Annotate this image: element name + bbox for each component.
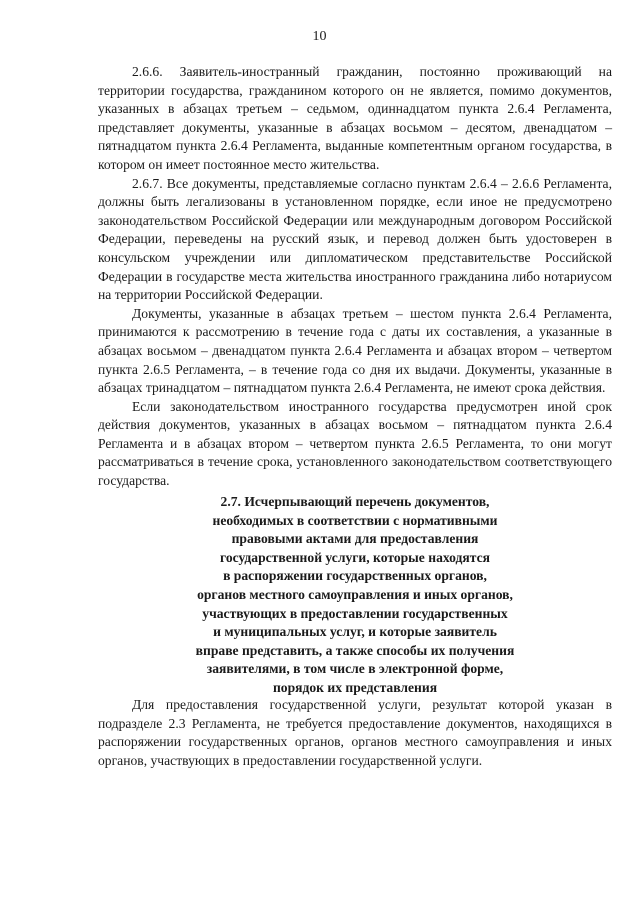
heading-line: вправе представить, а также способы их получения <box>195 642 515 658</box>
paragraph-foreign-law: Если законодательством иностранного государства предусмотрен иной срок действия документов, указанных в абзацах восьмом – пятнадцатом пункта 2.6.4 Регламента и в абзацах втором – четвертом пункта 2.6.5 Регламента, то они могут рассматриваться в течение срока, установленного законодательством соответствующего государства. <box>98 398 612 489</box>
heading-line: заявителями, в том числе в электронной форме, <box>206 661 504 677</box>
document-body <box>98 63 612 491</box>
heading-line: необходимых в соответствии с нормативными <box>212 512 498 528</box>
paragraph-2-6-6: 2.6.6. Заявитель-иностранный гражданин, постоянно проживающий на территории государства, гражданином которого он не является, помимо документов, указанных в абзацах третьем – седьмом, одиннадцатом пункта 2.6.4 Регламента, представляет документы, указанные в абзацах восьмом – десятом, двенадцатом – пятнадцатом пункта 2.6.4 Регламента, выданные компетентным органом государства, в котором он имеет постоянное место жительства. <box>98 64 612 172</box>
heading-line: участвующих в предоставлении государственных <box>202 605 508 621</box>
heading-line: в распоряжении государственных органов, <box>223 568 487 584</box>
paragraph-validity-period: Документы, указанные в абзацах третьем – шестом пункта 2.6.4 Регламента, принимаются к рассмотрению в течение года с даты их составления, а указанные в абзацах восьмом – двенадцатом пункта 2.6.4 Регламента и абзацах втором – четвертом пункта 2.6.5 Регламента, – в течение года со дня их выдачи. Документы, указанные в абзацах тринадцатом – пятнадцатом пункта 2.6.4 Регламента, не имеют срока действия. <box>98 305 612 396</box>
page-number: 10 <box>312 29 327 44</box>
paragraph-2-6-7: 2.6.7. Все документы, представляемые согласно пунктам 2.6.4 – 2.6.6 Регламента, должны быть легализованы в установленном порядке, если иное не предусмотрено законодательством Российской Федерации или международным договором Российской Федерации, переведены на русский язык, и перевод должен быть удостоверен в консульском учреждении или дипломатическом представительстве Российской Федерации в государстве места жительства иностранного гражданина либо нотариусом на территории Российской Федерации. <box>98 175 612 303</box>
heading-line: порядок их представления <box>272 679 438 695</box>
heading-line: правовыми актами для предоставления <box>231 531 479 547</box>
heading-line: и муниципальных услуг, и которые заявитель <box>213 624 497 640</box>
paragraph-no-documents-required: Для предоставления государственной услуги, результат которой указан в подразделе 2.3 Регламента, не требуется предоставление документов, находящихся в распоряжении государственных органов, органов местного самоуправления и иных органов, участвующих в предоставлении государственной услуги. <box>98 697 612 768</box>
heading-line: государственной услуги, которые находятся <box>219 549 491 565</box>
heading-line: 2.7. Исчерпывающий перечень документов, <box>220 494 490 509</box>
heading-line: органов местного самоуправления и иных органов, <box>197 586 513 602</box>
document-body-continued <box>98 696 612 770</box>
section-heading-2-7 <box>98 493 612 698</box>
